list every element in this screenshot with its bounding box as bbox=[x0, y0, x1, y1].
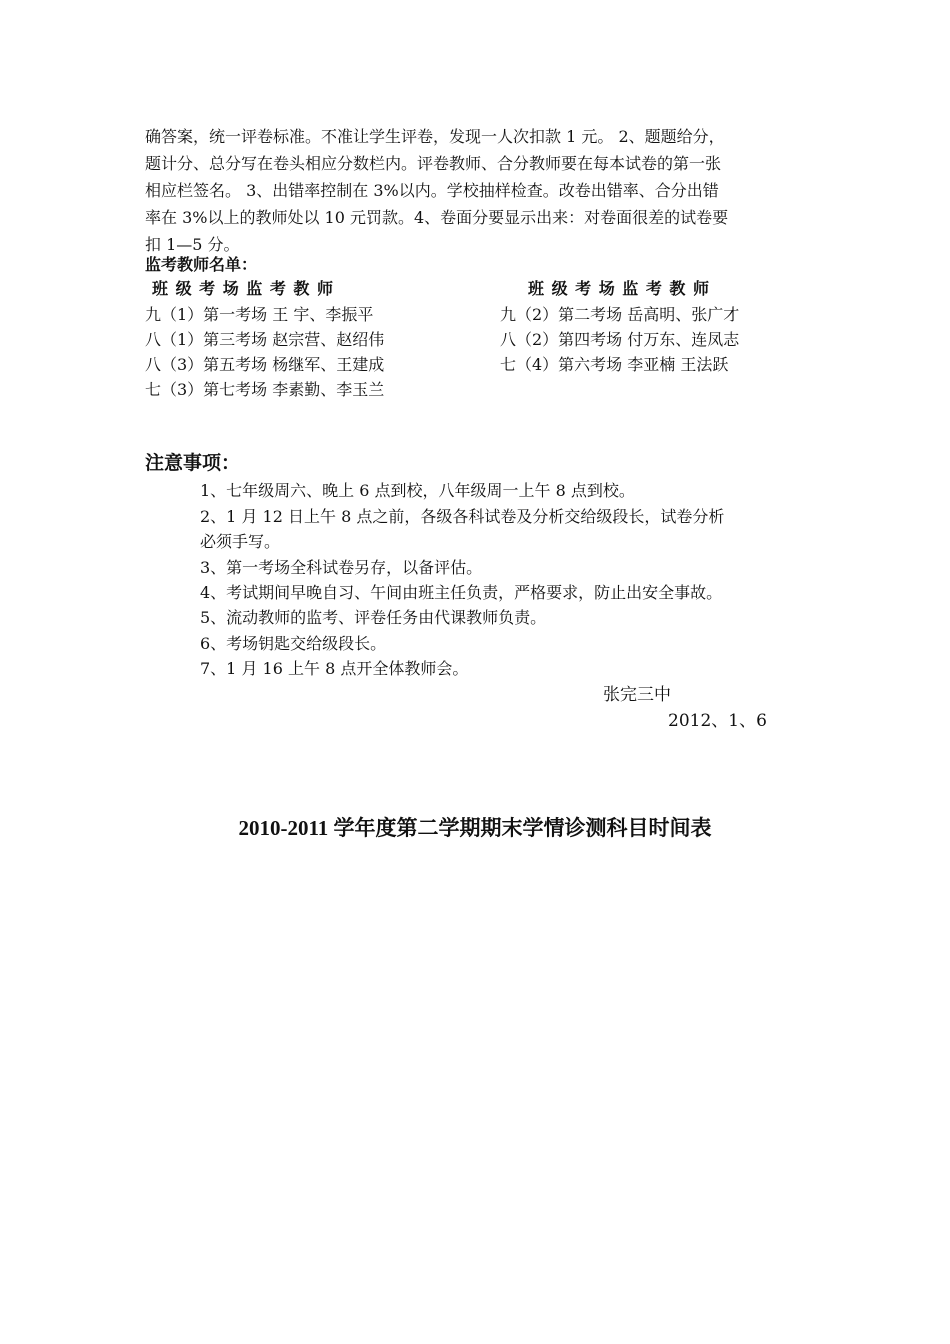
note-item: 1、七年级周六、晚上 6 点到校，八年级周一上午 8 点到校。 bbox=[200, 481, 635, 500]
proctor-list-label: 监考教师名单： bbox=[145, 255, 258, 274]
paragraph-line: 确答案，统一评卷标准。不准让学生评卷，发现一人次扣款 1 元。 2、题题给分， bbox=[145, 127, 725, 146]
note-item: 必须手写。 bbox=[200, 532, 281, 551]
notes-title: 注意事项： bbox=[145, 452, 241, 474]
proctor-row: 七（4）第六考场 李亚楠 王法跃 bbox=[500, 355, 729, 374]
proctor-row: 九（2）第二考场 岳高明、张广才 bbox=[500, 305, 740, 324]
proctor-left-header: 班 级 考 场 监 考 教 师 bbox=[152, 279, 334, 298]
note-item: 5、流动教师的监考、评卷任务由代课教师负责。 bbox=[200, 608, 547, 627]
paragraph-line: 相应栏签名。 3、出错率控制在 3%以内。学校抽样检查。改卷出错率、合分出错 bbox=[145, 181, 719, 200]
proctor-right-header: 班 级 考 场 监 考 教 师 bbox=[528, 279, 710, 298]
paragraph-line: 率在 3%以上的教师处以 10 元罚款。4、卷面分要显示出来：对卷面很差的试卷要 bbox=[145, 208, 729, 227]
note-item: 6、考场钥匙交给级段长。 bbox=[200, 634, 387, 653]
note-item: 7、1 月 16 上午 8 点开全体教师会。 bbox=[200, 659, 469, 678]
proctor-row: 七（3）第七考场 李素勤、李玉兰 bbox=[145, 380, 385, 399]
proctor-row: 九（1）第一考场 王 宇、李振平 bbox=[145, 305, 374, 324]
note-item: 3、第一考场全科试卷另存，以备评估。 bbox=[200, 558, 483, 577]
note-item: 2、1 月 12 日上午 8 点之前，各级各科试卷及分析交给级段长，试卷分析 bbox=[200, 507, 725, 526]
document-title: 2010-2011 学年度第二学期期末学情诊测科目时间表 bbox=[238, 816, 712, 840]
signature-date: 2012、1、6 bbox=[668, 711, 767, 731]
paragraph-line: 题计分、总分写在卷头相应分数栏内。评卷教师、合分教师要在每本试卷的第一张 bbox=[145, 154, 722, 173]
grading-rules-paragraph bbox=[145, 123, 815, 258]
proctor-row: 八（3）第五考场 杨继军、王建成 bbox=[145, 355, 385, 374]
signature-school: 张完三中 bbox=[603, 685, 671, 705]
proctor-row: 八（1）第三考场 赵宗营、赵绍伟 bbox=[145, 330, 385, 349]
proctor-row: 八（2）第四考场 付万东、连凤志 bbox=[500, 330, 740, 349]
paragraph-line: 扣 1—5 分。 bbox=[145, 235, 240, 254]
note-item: 4、考试期间早晚自习、午间由班主任负责，严格要求，防止出安全事故。 bbox=[200, 583, 723, 602]
